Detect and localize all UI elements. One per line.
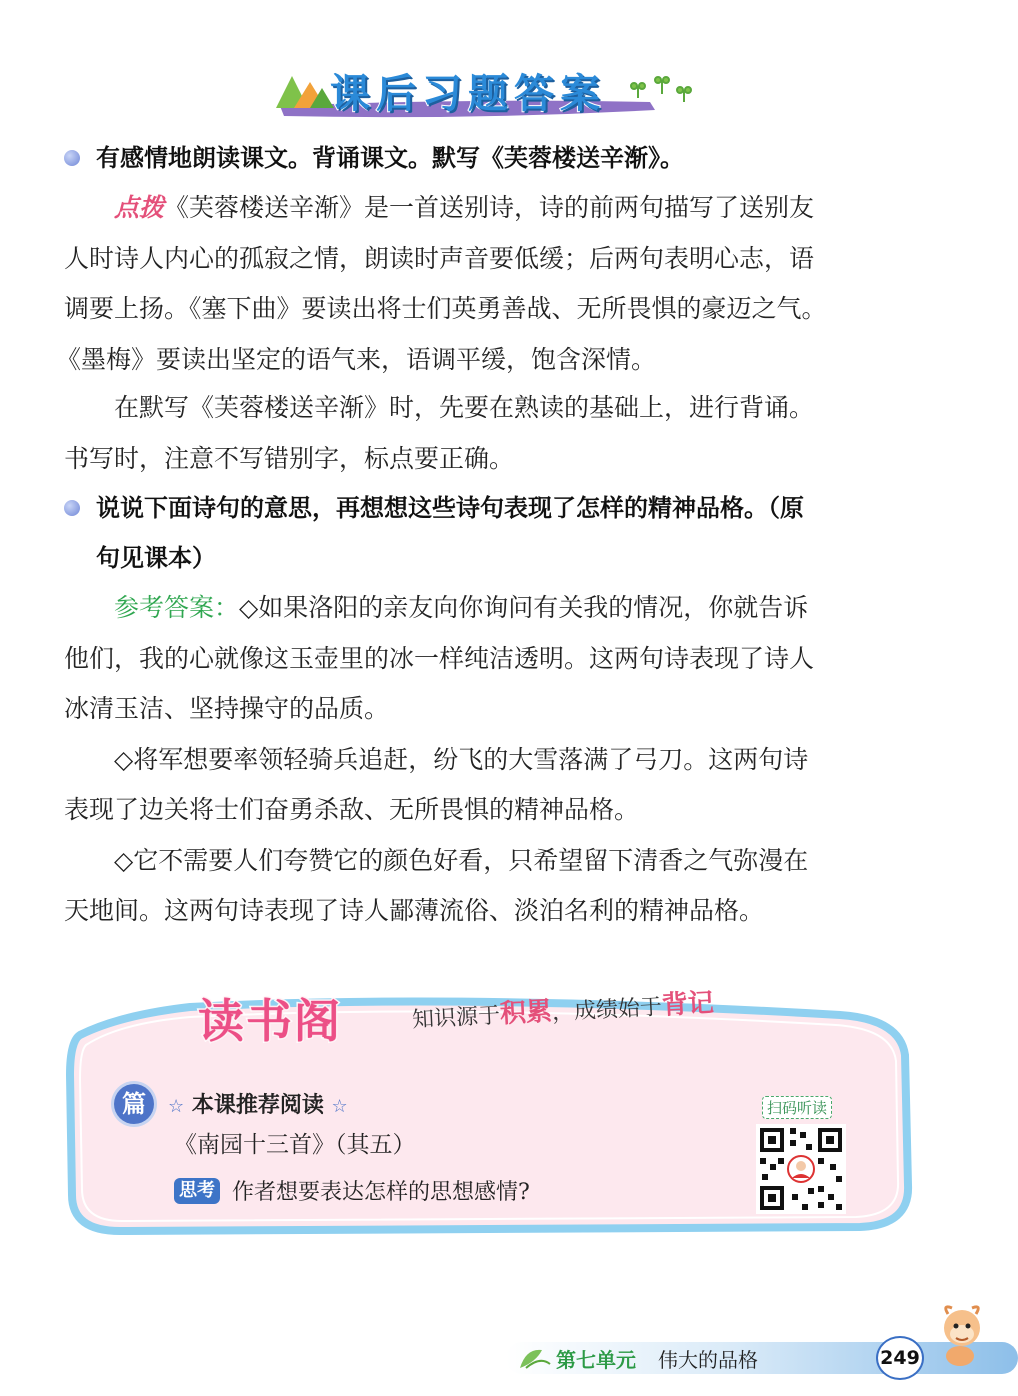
recommended-reading-label [168,1088,348,1119]
dianbo-paragraph [56,183,909,385]
section-title: 课后习题答案 [330,71,606,117]
answer-line: 天地间。这两句诗表现了诗人鄙薄流俗、淡泊名利的精神品格。 [64,896,765,925]
answer-line: 他们，我的心就像这玉壶里的冰一样纯洁透明。这两句诗表现了诗人 [64,643,815,673]
star-icon: ☆ [168,1096,185,1117]
think-question: 作者想要表达怎样的思想感情? [232,1180,530,1205]
dianbo-line: 调要上扬。《塞下曲》要读出将士们英勇善战、无所畏惧的豪迈之气。 [64,294,827,323]
slogan-part: ，成绩始于 [551,994,663,1026]
page-number: 249 [876,1336,924,1380]
unit-title: 伟大的品格 [658,1348,758,1372]
answer-line: ◇如果洛阳的亲友向你询问有关我的情况，你就告诉 [239,593,809,622]
answer-label: 参考答案： [114,593,240,622]
dictation-line: 书写时，注意不写错别字，标点要正确。 [64,443,515,473]
answer-line: ◇它不需要人们夸赞它的颜色好看，只希望留下清香之气弥漫在 [114,845,809,875]
question-2 [96,483,911,583]
dictation-paragraph [64,383,909,484]
pian-badge: 篇 [114,1084,154,1124]
unit-label: 第七单元 [556,1348,636,1372]
answer-block [64,583,909,937]
question-2-line: 句见课本） [96,544,216,572]
answer-line: 表现了边关将士们奋勇杀敌、无所畏惧的精神品格。 [64,795,640,824]
slogan-emphasis: 积累 [499,996,553,1030]
mascot-icon [930,1300,994,1370]
qr-code-icon[interactable] [756,1124,846,1214]
answer-line: 冰清玉洁、坚持操守的品质。 [64,694,390,723]
dianbo-line: 人时诗人内心的孤寂之情，朗读时声音要低缓；后两句表明心志，语 [64,243,815,273]
question-1: 有感情地朗读课文。背诵课文。默写《芙蓉楼送辛渐》。 [96,144,684,172]
question-bullet-icon [64,150,80,166]
slogan-emphasis: 背记 [661,988,715,1021]
question-2-line: 说说下面诗句的意思，再想想这些诗句表现了怎样的精神品格。（原 [96,494,804,522]
slogan-part: 知识源于 [411,1003,501,1033]
think-badge: 思考 [174,1178,220,1204]
recommended-reading-text: 本课推荐阅读 [191,1093,324,1118]
dictation-line: 在默写《芙蓉楼送辛渐》时，先要在熟读的基础上，进行背诵。 [114,393,815,422]
dianbo-line: 《墨梅》要读出坚定的语气来，语调平缓，饱含深情。 [56,344,657,374]
reading-corner-title: 读书阁 [198,994,342,1048]
star-icon: ☆ [331,1096,348,1117]
dianbo-label: 点拨 [114,193,165,222]
question-bullet-icon [64,500,80,516]
dianbo-line: 《芙蓉楼送辛渐》是一首送别诗，诗的前两句描写了送别友 [164,193,815,222]
book-title: 《南园十三首》（其五） [174,1132,416,1158]
answer-line: ◇将军想要率领轻骑兵追赶，纷飞的大雪落满了弓刀。这两句诗 [114,744,809,774]
scan-listen-label: 扫码听读 [762,1096,832,1119]
